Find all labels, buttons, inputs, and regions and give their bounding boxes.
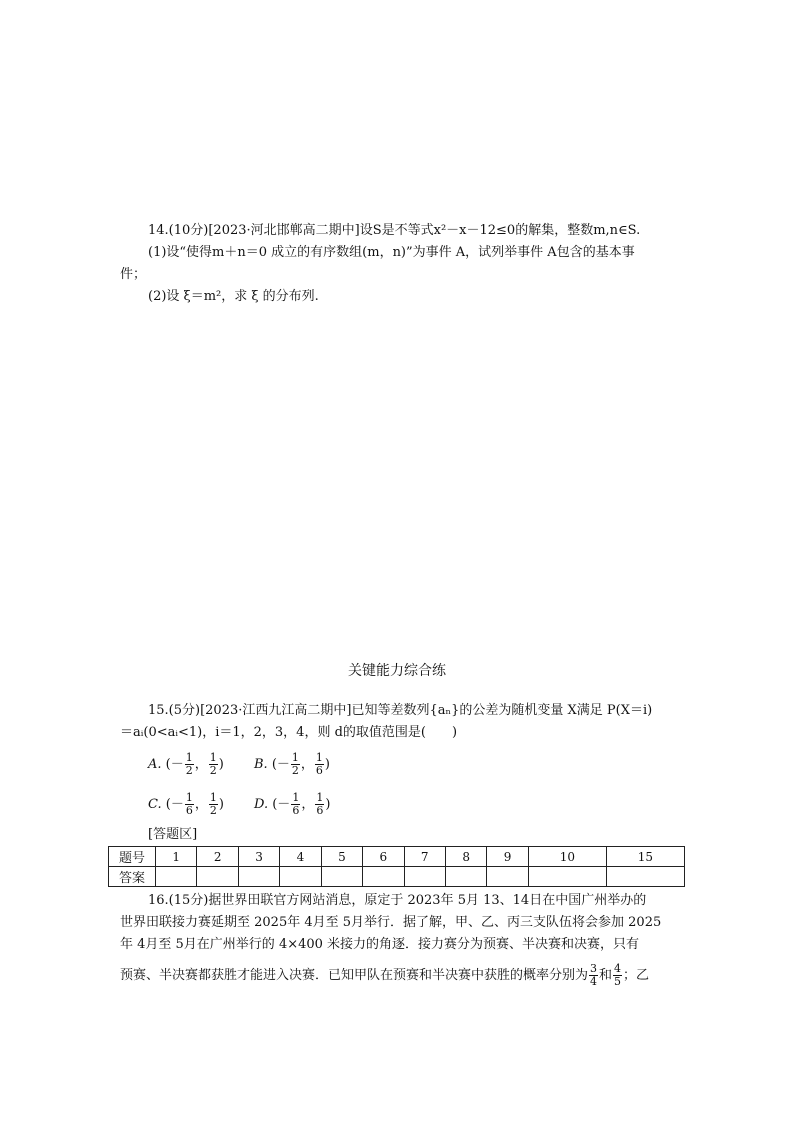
table-cell: 15 xyxy=(606,847,684,867)
paren-close: ) xyxy=(325,797,331,812)
option-letter: B. xyxy=(254,757,268,772)
numerator: 1 xyxy=(185,791,193,804)
answer-cell[interactable] xyxy=(445,867,486,887)
and-text: 和 xyxy=(599,968,613,983)
numerator: 1 xyxy=(209,751,217,764)
numerator: 1 xyxy=(185,751,193,764)
table-cell: 6 xyxy=(363,847,404,867)
option-a[interactable] xyxy=(148,752,224,777)
denominator: 2 xyxy=(291,764,299,777)
table-cell: 1 xyxy=(156,847,197,867)
denominator: 6 xyxy=(292,804,300,817)
table-cell: 7 xyxy=(404,847,445,867)
denominator: 2 xyxy=(209,764,217,777)
table-cell: 8 xyxy=(445,847,486,867)
q16-line3: 年 4月至 5月在广州举行的 4×400 米接力的角逐．接力赛分为预赛、半决赛和决赛，只有 xyxy=(120,937,640,952)
denominator: 6 xyxy=(315,764,323,777)
q15-line2: ＝aᵢ(0<aᵢ<1)，i＝1，2，3，4，则 d的取值范围是( ) xyxy=(120,725,458,740)
fraction xyxy=(209,792,218,817)
table-cell: 2 xyxy=(197,847,238,867)
option-letter: A. xyxy=(148,757,162,772)
fraction xyxy=(185,792,194,817)
table-cell: 9 xyxy=(487,847,528,867)
q14-line1: 14.(10分)[2023·河北邯郸高二期中]设S是不等式x²－x－12≤0的解集，整数m,n∈S. xyxy=(148,223,641,238)
fraction xyxy=(315,752,324,777)
answer-cell[interactable] xyxy=(321,867,362,887)
section-title: 关键能力综合练 xyxy=(348,663,446,679)
answer-cell[interactable] xyxy=(238,867,279,887)
numerator: 4 xyxy=(614,962,622,975)
numerator: 1 xyxy=(315,751,323,764)
option-c[interactable] xyxy=(148,792,224,817)
paren-open: (－ xyxy=(271,757,290,772)
table-cell: 5 xyxy=(321,847,362,867)
q14-line2: (1)设“使得m＋n＝0 成立的有序数组(m，n)”为事件 A，试列举事件 A包含的基本事 xyxy=(148,245,635,260)
option-letter: D. xyxy=(254,797,269,812)
numerator: 1 xyxy=(209,791,217,804)
answer-cell[interactable] xyxy=(280,867,321,887)
denominator: 6 xyxy=(185,804,193,817)
row-header-answer: 答案 xyxy=(109,867,156,887)
paren-open: (－ xyxy=(165,757,184,772)
q16-line2: 世界田联接力赛延期至 2025年 4月至 5月举行．据了解，甲、乙、丙三支队伍将会参加 2025 xyxy=(120,915,662,930)
denominator: 5 xyxy=(614,975,622,988)
numerator: 3 xyxy=(590,962,598,975)
fraction xyxy=(315,792,324,817)
paren-open: (－ xyxy=(165,797,184,812)
fraction xyxy=(589,963,598,988)
numerator: 1 xyxy=(291,751,299,764)
answer-cell[interactable] xyxy=(487,867,528,887)
table-cell: 3 xyxy=(238,847,279,867)
denominator: 6 xyxy=(316,804,324,817)
fraction xyxy=(291,792,300,817)
option-d[interactable] xyxy=(254,792,330,817)
answer-cell[interactable] xyxy=(156,867,197,887)
option-letter: C. xyxy=(148,797,162,812)
q16-line1: 16.(15分)据世界田联官方网站消息，原定于 2023年 5月 13、14日在中国广州举办的 xyxy=(148,893,647,908)
q15-line1: 15.(5分)[2023·江西九江高二期中]已知等差数列{aₙ}的公差为随机变量 X满足 P(X＝i) xyxy=(148,703,653,718)
denominator: 4 xyxy=(590,975,598,988)
paren-close: ) xyxy=(218,757,224,772)
numerator: 1 xyxy=(292,791,300,804)
separator: ， xyxy=(301,797,315,812)
denominator: 2 xyxy=(185,764,193,777)
fraction xyxy=(209,752,218,777)
q14-line3: 件； xyxy=(120,267,147,282)
q16-line4-text: 预赛、半决赛都获胜才能进入决赛．已知甲队在预赛和半决赛中获胜的概率分别为 xyxy=(120,968,589,983)
q16-line4-end: ；乙 xyxy=(623,968,650,983)
row-header-number: 题号 xyxy=(109,847,156,867)
table-row xyxy=(109,867,685,887)
fraction xyxy=(613,963,622,988)
paren-close: ) xyxy=(218,797,224,812)
table-cell: 4 xyxy=(280,847,321,867)
separator: ， xyxy=(300,757,314,772)
q16-line4 xyxy=(120,960,685,992)
option-b[interactable] xyxy=(254,752,330,777)
fraction xyxy=(185,752,194,777)
answer-cell[interactable] xyxy=(197,867,238,887)
paren-open: (－ xyxy=(272,797,291,812)
q14-line4: (2)设 ξ＝m²，求 ξ 的分布列. xyxy=(148,289,319,304)
answer-table xyxy=(108,846,685,887)
paren-close: ) xyxy=(324,757,330,772)
table-cell: 10 xyxy=(528,847,606,867)
denominator: 2 xyxy=(209,804,217,817)
fraction xyxy=(291,752,300,777)
table-row xyxy=(109,847,685,867)
separator: ， xyxy=(194,797,208,812)
separator: ， xyxy=(194,757,208,772)
answer-cell[interactable] xyxy=(528,867,606,887)
answer-cell[interactable] xyxy=(363,867,404,887)
numerator: 1 xyxy=(316,791,324,804)
answer-cell[interactable] xyxy=(606,867,684,887)
answer-area-label: [答题区] xyxy=(148,827,198,842)
answer-cell[interactable] xyxy=(404,867,445,887)
